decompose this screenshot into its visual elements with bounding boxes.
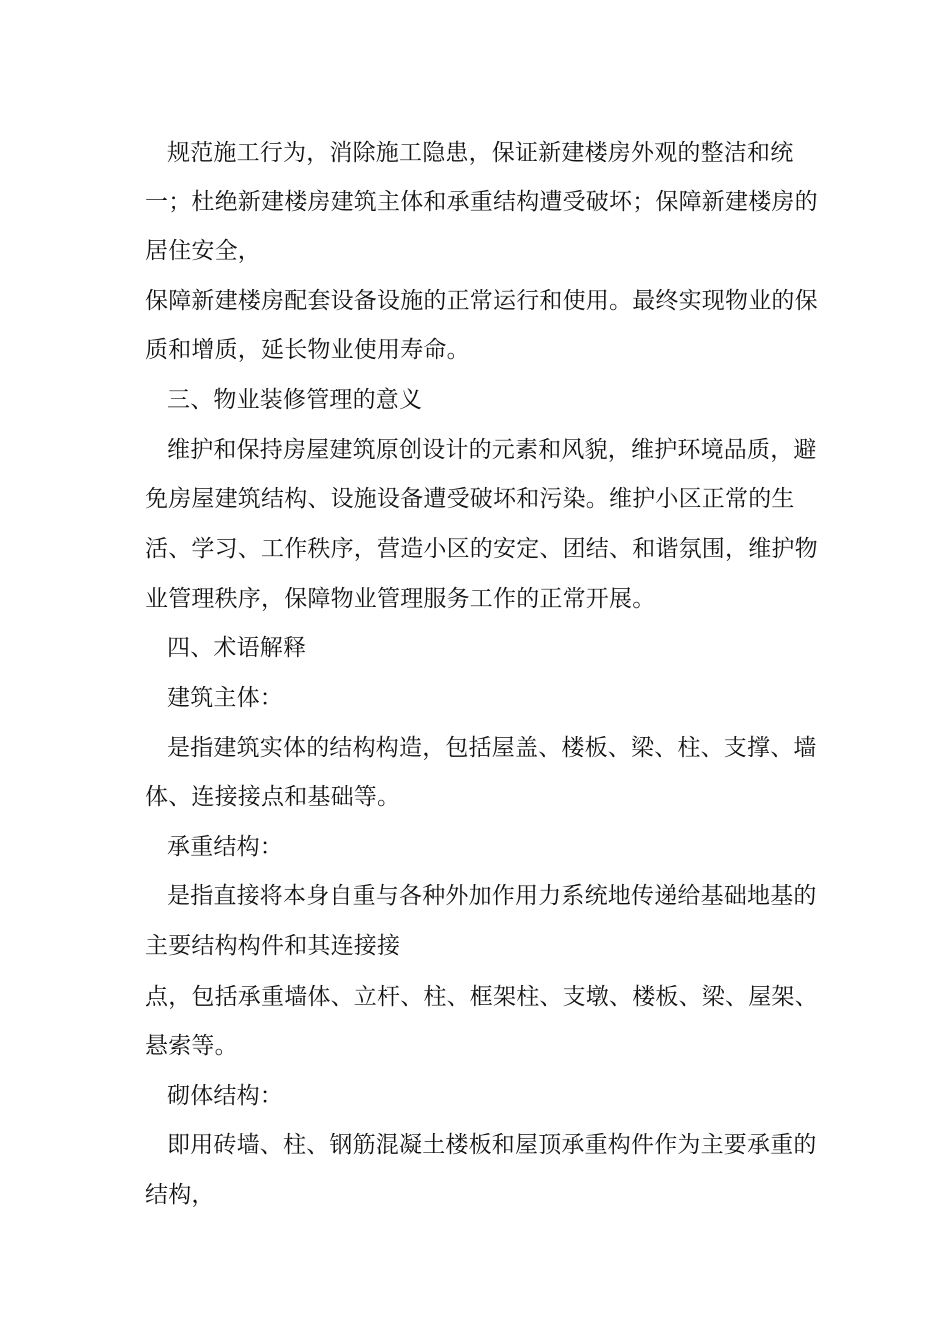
paragraph-line: 悬索等。: [145, 1033, 238, 1059]
term-label: 承重结构：: [167, 834, 283, 860]
paragraph-line: 保障新建楼房配套设备设施的正常运行和使用。最终实现物业的保: [145, 288, 818, 314]
section-heading: 四、术语解释: [167, 635, 307, 661]
paragraph-line: 主要结构构件和其连接接: [145, 933, 401, 959]
paragraph-line: 结构，: [145, 1182, 215, 1208]
paragraph-line: 是指直接将本身自重与各种外加作用力系统地传递给基础地基的: [167, 883, 817, 909]
paragraph-line: 维护和保持房屋建筑原创设计的元素和风貌，维护环境品质，避: [167, 437, 817, 463]
term-label: 建筑主体：: [167, 685, 283, 711]
paragraph-line: 业管理秩序，保障物业管理服务工作的正常开展。: [145, 586, 656, 612]
section-heading: 三、物业装修管理的意义: [167, 387, 423, 413]
paragraph-line: 是指建筑实体的结构构造，包括屋盖、楼板、梁、柱、支撑、墙: [167, 735, 817, 761]
paragraph-line: 质和增质，延长物业使用寿命。: [145, 337, 470, 363]
paragraph-line: 体、连接接点和基础等。: [145, 784, 401, 810]
term-label: 砌体结构：: [167, 1083, 283, 1109]
paragraph-line: 免房屋建筑结构、设施设备遭受破坏和污染。维护小区正常的生: [145, 486, 795, 512]
paragraph-line: 一；杜绝新建楼房建筑主体和承重结构遭受破坏；保障新建楼房的: [145, 189, 818, 215]
paragraph-line: 点，包括承重墙体、立杆、柱、框架柱、支墩、楼板、梁、屋架、: [145, 984, 818, 1010]
paragraph-line: 活、学习、工作秩序，营造小区的安定、团结、和谐氛围，维护物: [145, 536, 818, 562]
paragraph-line: 居住安全，: [145, 238, 261, 264]
paragraph-line: 规范施工行为，消除施工隐患，保证新建楼房外观的整洁和统: [167, 140, 794, 166]
paragraph-line: 即用砖墙、柱、钢筋混凝土楼板和屋顶承重构件作为主要承重的: [167, 1132, 817, 1158]
